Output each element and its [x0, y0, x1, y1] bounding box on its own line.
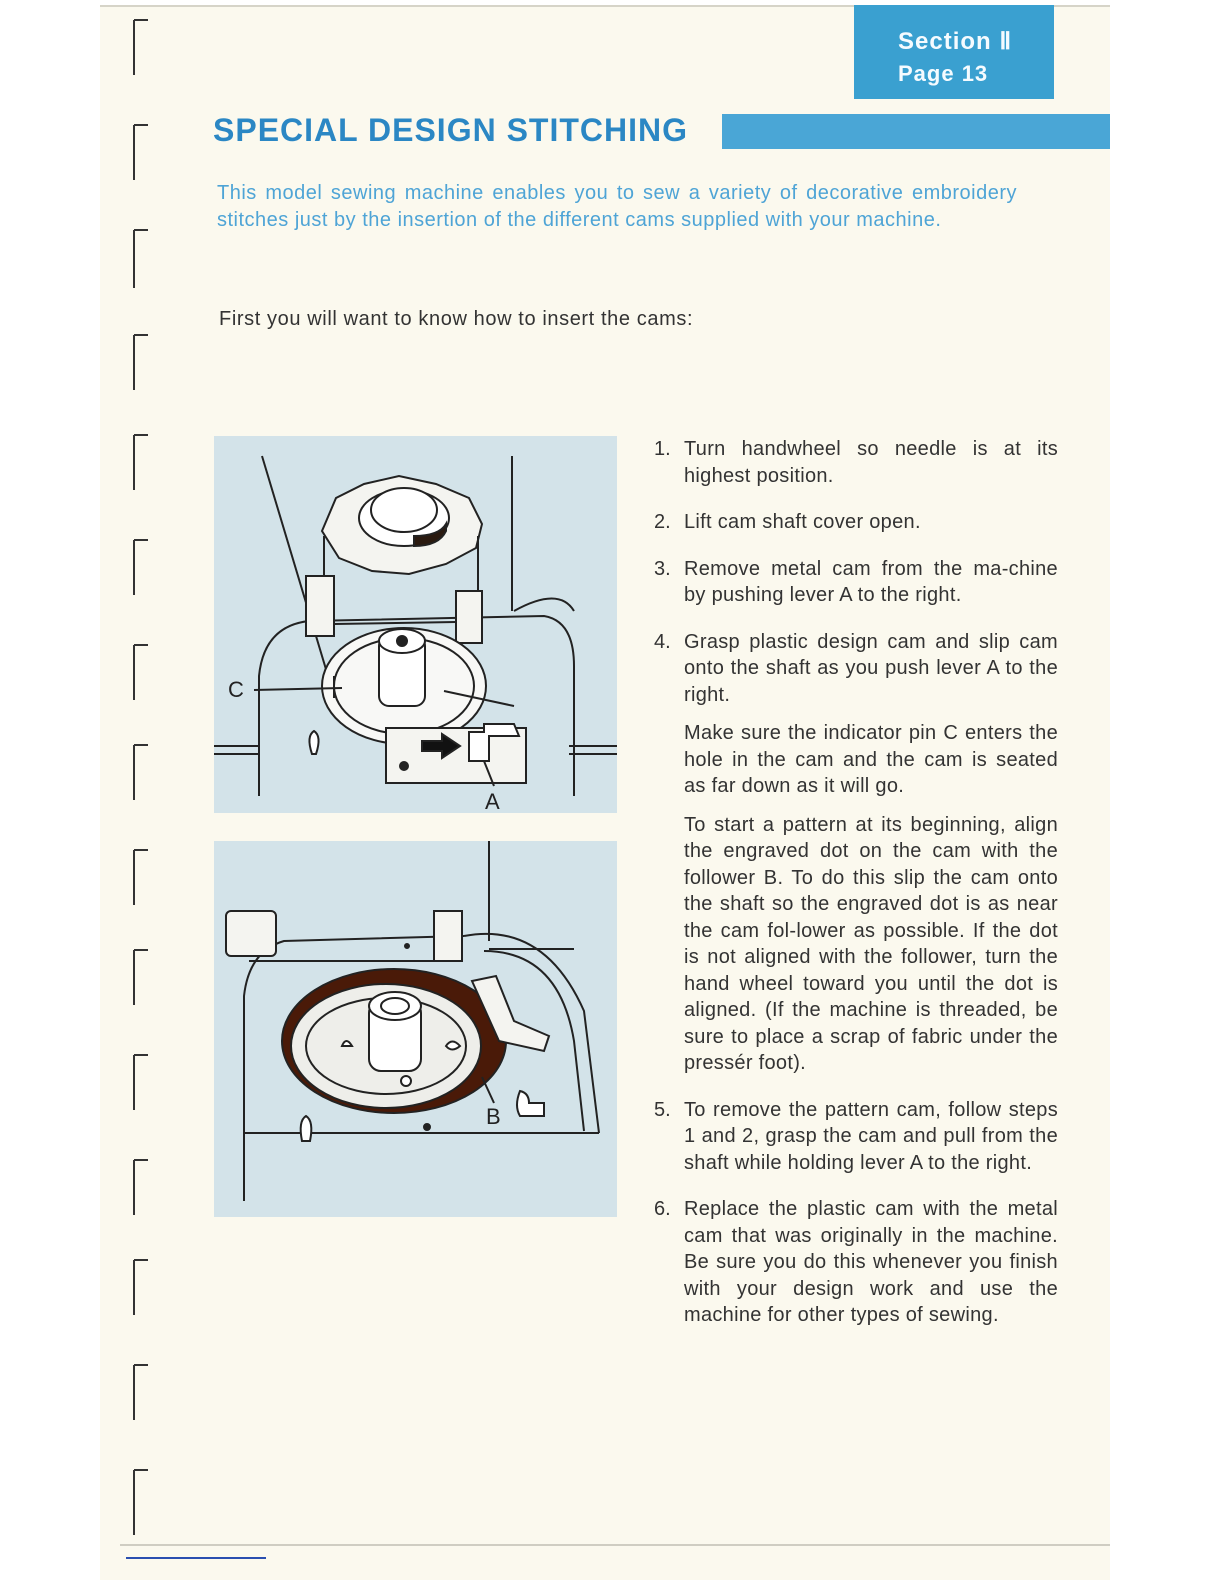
step-text-align-dot: To start a pattern at its beginning, align the engraved dot on the cam with the follower B. To do this slip the cam onto the shaft so the engraved dot is as near the cam fol-lower as possible. If the dot is not aligned with the follower, turn the hand wheel toward you until the dot is aligned. (If the machine is threaded, be sure to place a scrap of fabric under the pressér foot). [684, 813, 1058, 1074]
title-accent-bar [722, 114, 1110, 149]
step-number: 3. [654, 557, 671, 580]
binder-hole-marks [120, 10, 160, 1550]
step-text: Remove metal cam from the ma-chine by pushing lever A to the right. [684, 557, 1058, 606]
step-3 [648, 556, 1058, 609]
intro-paragraph: This model sewing machine enables you to sew a variety of decorative embroidery stitches just by the insertion of the different cams supplied with your machine. [217, 182, 1017, 231]
step-number: 4. [654, 630, 671, 653]
step-number: 5. [654, 1098, 671, 1121]
figure-align-cam-drawing [214, 841, 617, 1217]
binder-marks-svg [120, 10, 160, 1550]
step-text: Lift cam shaft cover open. [684, 511, 921, 533]
step-number: 1. [654, 438, 671, 460]
step-number: 2. [654, 511, 671, 533]
step-6 [648, 1196, 1058, 1329]
page-label: Page 13 [898, 61, 989, 86]
instruction-steps [648, 436, 1058, 1349]
step-4 [648, 629, 1058, 1077]
figure-insert-cam [214, 436, 617, 813]
page-title: SPECIAL DESIGN STITCHING [213, 112, 689, 148]
label-a: A [485, 789, 500, 813]
step-number: 6. [654, 1198, 671, 1220]
step-text: Replace the plastic cam with the metal cam that was originally in the machine. Be sure you do this whenever you finish with your design work and use the machine for other types of sewing. [684, 1198, 1058, 1326]
step-5 [648, 1097, 1058, 1177]
step-text: Grasp plastic design cam and slip cam onto the shaft as you push lever A to the right. [684, 630, 1058, 706]
insert-cams-lead: First you will want to know how to insert the cams: [219, 308, 694, 330]
figure-insert-cam-drawing [214, 436, 617, 813]
section-label: Section Ⅱ [898, 28, 1013, 55]
step-text-indicator-pin: Make sure the indicator pin C enters the hole in the cam and the cam is seated as far down as it will go. [684, 722, 1058, 797]
step-text: Turn handwheel so needle is at its highest position. [684, 438, 1058, 487]
bottom-underline-mark [126, 1557, 266, 1559]
label-c: C [228, 677, 244, 702]
step-text: To remove the pattern cam, follow steps 1 and 2, grasp the cam and pull from the shaft while holding lever A to the right. [684, 1098, 1058, 1174]
step-1 [648, 436, 1058, 489]
section-page-tab [854, 5, 1054, 99]
figure-align-cam [214, 841, 617, 1217]
step-2 [648, 509, 1058, 536]
label-b: B [486, 1104, 501, 1129]
page-bottom-rule [120, 1544, 1110, 1546]
